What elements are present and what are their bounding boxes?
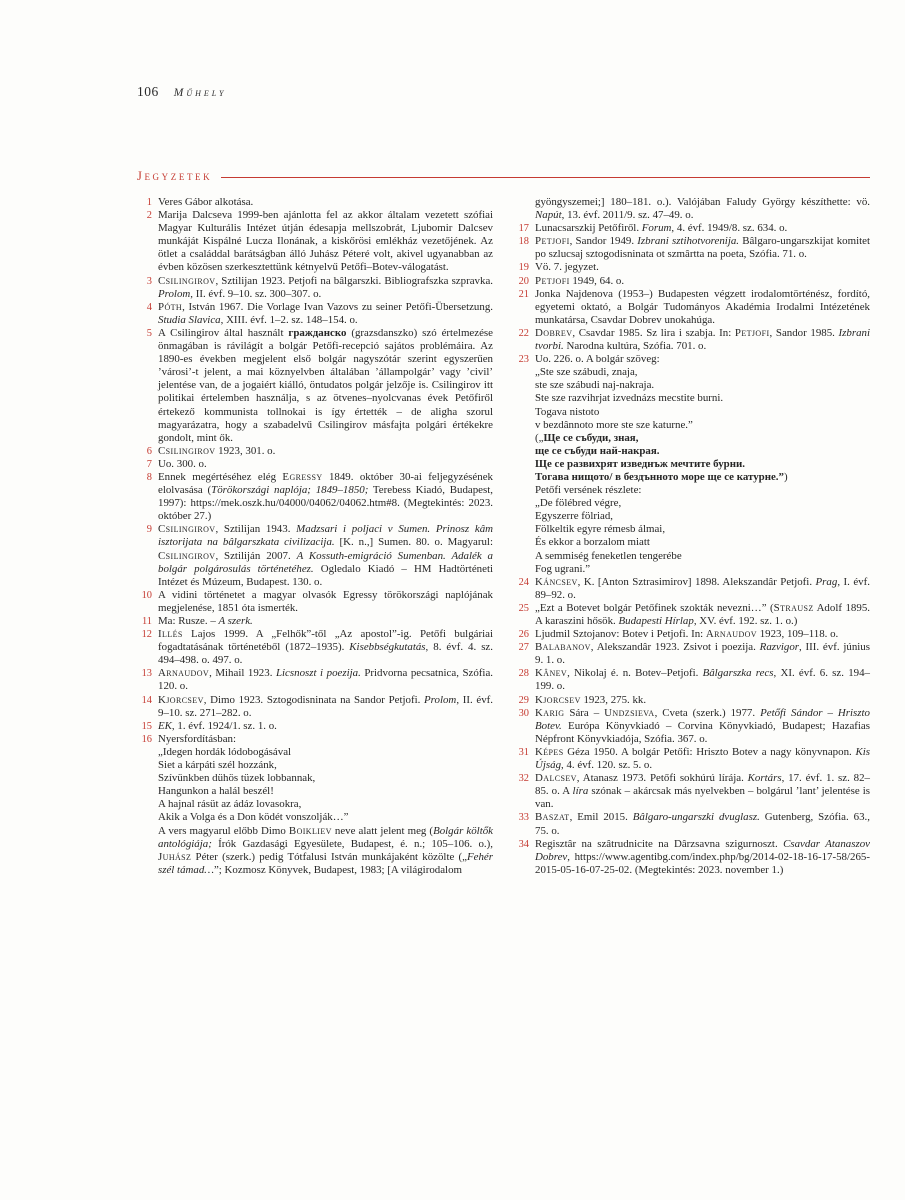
note-item: [514, 628, 870, 641]
note-item: [514, 353, 870, 576]
note-text: Képes Géza 1950. A bolgár Petőfi: Hriszto Botev a nagy könyvnapon. Kis Újság, 4. évf. 120. sz. 5. o.: [535, 745, 870, 772]
note-number: 13: [141, 668, 152, 680]
running-head-title: Műhely: [173, 87, 227, 99]
note-item: [514, 772, 870, 811]
note-item: [514, 222, 870, 235]
note-item: [137, 523, 493, 588]
page-number: 106: [137, 84, 159, 99]
note-text: Balabanov, Alekszandâr 1923. Zsivot i poezija. Razvigor, III. évf. június 9. 1. o.: [535, 641, 870, 667]
section-rule: [221, 177, 870, 178]
note-text: Kjorcsev 1923, 275. kk.: [535, 693, 647, 706]
note-number: 21: [518, 288, 529, 300]
note-text: Petjofi, Sandor 1949. Izbrani sztihotvorenija. Bâlgaro-ungarszkijat komitet po szlucsaj sztogodisninata ot szmârtta na poeta, Szófia. 71. o.: [535, 235, 870, 261]
notes-column-left: [137, 196, 493, 877]
note-item: [514, 288, 870, 327]
note-text: Csilingirov, Sztilijan 1943. Madzsari i poljaci v Sumen. Prinosz kâm isztorijata na bâlgarszkata civilizacija. [K. n.,] Sumen. 80. o. Magyarul: Csilingirov, Sztiliján 2007. A Kossuth-emigráció Sumenban. Adalék a bolgár polgárosulás történetéhez. Ogledalo Kiadó – HM Hadtörténeti Intézet és Múzeum, Budapest. 130. o.: [158, 523, 494, 588]
note-number: 30: [518, 707, 529, 719]
note-number: 7: [146, 458, 152, 470]
note-item: [137, 209, 493, 274]
note-item: [514, 707, 870, 746]
note-text: Illés Lajos 1999. A „Felhők”-től „Az apostol”-ig. Petőfi bulgáriai fogadtatásának történetéből (1872–1935). Kisebbségkutatás, 8. évf. 4. sz. 494–498. o. 497. o.: [158, 628, 493, 667]
note-number: 14: [141, 694, 152, 706]
note-item: [137, 327, 493, 445]
note-text: Kânev, Nikolaj é. n. Botev–Petjofi. Bâlgarszka recs, XI. évf. 6. sz. 194–199. o.: [535, 667, 870, 693]
note-text: Kjorcsev, Dimo 1923. Sztogodisninata na Sandor Petjofi. Prolom, II. évf. 9–10. sz. 271–282. o.: [158, 693, 494, 719]
note-text: EK, 1. évf. 1924/1. sz. 1. o.: [158, 719, 277, 732]
note-item: [514, 746, 870, 772]
note-item: [137, 733, 493, 877]
note-item: [514, 667, 870, 693]
note-item: [137, 301, 493, 327]
note-item: [137, 196, 493, 209]
note-text: Jonka Najdenova (1953–) Budapesten végzett irodalomtörténész, fordító, egyetemi oktató, a Bolgár Tudományos Akadémia Irodalmi Intézetének munkatársa, Csavdar Dobrev unokahúga.: [535, 287, 870, 326]
note-text: Veres Gábor alkotása.: [158, 196, 254, 208]
note-item: [514, 694, 870, 707]
note-item: [514, 235, 870, 261]
note-number: 19: [518, 262, 529, 274]
note-number: 28: [518, 668, 529, 680]
note-text: Ljudmil Sztojanov: Botev i Petjofi. In: Arnaudov 1923, 109–118. o.: [535, 628, 839, 641]
note-text: Dobrev, Csavdar 1985. Sz lira i szabja. In: Petjofi, Sandor 1985. Izbrani tvorbi. Narodna kultúra, Szófia. 701. o.: [535, 326, 871, 353]
note-number: 18: [518, 236, 529, 248]
note-text: Nyersfordításban: „Idegen hordák lódobogásával Siet a kárpáti szél hozzánk, Szívünkben dühös tüzek lobbannak, Hangunkon a halál beszél! A hajnal rásüt az ádáz lovasokra, Akik a Volga és a Don ködét vonszolják…” A vers magyarul előbb Dimo Boikliev neve alatt jelent meg (Bolgár költők antológiája; Írók Gazdasági Egyesülete, Budapest, é. n.; 105–106. o.), Juhász Péter (szerk.) pedig Tótfalusi István munkájaként közölte („Fehér szél támad…”; Kozmosz Könyvek, Budapest, 1983; [A világirodalom: [158, 732, 493, 876]
note-text: Ennek megértéséhez elég Egressy 1849. október 30-ai feljegyzésének elolvasása (Törökországi naplója; 1849–1850; Terebess Kiadó, Budapest, 1997): https://mek.oszk.hu/04000/04062/04062.htm#8. (Megtekintés: 2023. október 27.): [158, 470, 493, 523]
note-number: 34: [518, 838, 529, 850]
section-header: [137, 169, 870, 184]
note-text: Lunacsarszkij Petőfiről. Forum, 4. évf. 1949/8. sz. 634. o.: [535, 222, 788, 235]
note-number: 8: [146, 471, 152, 483]
note-number: 11: [141, 616, 152, 627]
note-text: Vö. 7. jegyzet.: [535, 261, 599, 274]
note-number: 10: [141, 589, 152, 601]
note-number: 29: [518, 694, 529, 706]
note-text: Marija Dalcseva 1999-ben ajánlotta fel az akkor általam vezetett szófiai Magyar Kulturális Intézet útján édesapja mellszobrát, Ljubomir Dalcsev munkáját Kispálné Lucza Ilonának, a kiskőrösi emlékház vezetőjének. Az ötlet a családdal barátságban álló Juhász Péteré volt, akivel ugyanabban az évben közösen szerkesztettünk kétnyelvű Petőfi–Botev-válogatást.: [158, 209, 493, 274]
note-item: [137, 458, 493, 471]
note-number: 16: [141, 733, 152, 745]
notes-column-right: [514, 196, 870, 877]
note-text: Ma: Rusze. – A szerk.: [158, 615, 253, 627]
note-item: [514, 275, 870, 288]
note-continuation: [514, 196, 870, 222]
note-number: 9: [146, 524, 152, 536]
note-text: Csilingirov, Sztilijan 1923. Petjofi na bâlgarszki. Bibliografszka szpravka. Prolom, II. évf. 9–10. sz. 300–307. o.: [158, 274, 493, 300]
note-item: [137, 471, 493, 523]
note-number: 3: [146, 275, 152, 287]
note-number: 15: [141, 720, 152, 732]
note-text: Regisztâr na szâtrudnicite na Dârzsavna szigurnoszt. Csavdar Atanaszov Dobrev, https://www.agentibg.com/index.php/bg/2014-02-18-16-17-58/265-2015-05-16-07-25-02. (Megtekintés: 2023. november 1.): [535, 837, 870, 876]
note-text: Csilingirov 1923, 301. o.: [158, 444, 276, 457]
notes-container: [137, 196, 870, 877]
note-text: Baszat, Emil 2015. Bâlgaro-ungarszki dvuglasz. Gutenberg, Szófia. 63., 75. o.: [535, 811, 870, 837]
note-number: 4: [146, 301, 152, 313]
note-item: [514, 602, 870, 628]
note-number: 27: [518, 642, 529, 654]
note-item: [137, 628, 493, 667]
note-number: 17: [518, 223, 529, 235]
note-number: 33: [518, 812, 529, 824]
note-item: [514, 641, 870, 667]
note-number: [514, 196, 529, 222]
note-number: 5: [146, 327, 152, 339]
note-number: 26: [518, 629, 529, 641]
note-text: Petjofi 1949, 64. o.: [535, 274, 625, 287]
note-item: [137, 445, 493, 458]
note-text: Uo. 300. o.: [158, 457, 207, 470]
note-item: [137, 667, 493, 693]
note-item: [137, 589, 493, 615]
note-number: 24: [518, 576, 529, 588]
note-text: gyöngyszemei;] 180–181. o.). Valójában Faludy György készíthette: vö. Napút, 13. évf. 2011/9. sz. 47–49. o.: [535, 196, 870, 222]
note-item: [514, 576, 870, 602]
note-number: 32: [518, 773, 529, 785]
note-text: Uo. 226. o. A bolgár szöveg: „Ste sze szábudi, znaja, ste sze szábudi naj-nakraja. Ste sze razvihrjat izvednázs mecstite burni. Togava nistoto v bezdânnoto more ste sze katurne.” („Ще се събуди, зная, ще се събуди най-накрая. Ще се развихрят изведнъж мечтите бурни. Тогава нищото/ в бездънното море ще се катурне.”) Petőfi versének részlete: „De fölébred végre, Egyszerre fölriad, Fölkeltik egyre rémesb álmai, És ekkor a borzalom miatt A semmiség feneketlen tengerébe Fog ugrani.”: [535, 353, 788, 575]
note-number: 20: [518, 275, 529, 287]
note-item: [137, 720, 493, 733]
note-text: Arnaudov, Mihail 1923. Licsnoszt i poezija. Pridvorna pecsatnica, Szófia. 120. o.: [158, 667, 493, 693]
note-item: [137, 615, 493, 628]
note-number: 2: [146, 210, 152, 222]
note-text: Póth, István 1967. Die Vorlage Ivan Vazovs zu seiner Petőfi-Übersetzung. Studia Slavica, XIII. évf. 1–2. sz. 148–154. o.: [158, 300, 493, 326]
note-text: Karig Sára – Undzsieva, Cveta (szerk.) 1977. Petőfi Sándor – Hriszto Botev. Európa Könyvkiadó – Corvina Könyvkiadó, Budapest; Hazafias Népfront Könyvkiadója, Szófia. 367. o.: [535, 706, 870, 745]
note-item: [137, 694, 493, 720]
note-number: 31: [518, 746, 529, 758]
note-number: 12: [141, 629, 152, 641]
note-item: [514, 327, 870, 353]
note-text: Káncsev, K. [Anton Sztrasimirov] 1898. Alekszandâr Petjofi. Prag, I. évf. 89–92. o.: [535, 575, 870, 601]
note-number: 6: [146, 445, 152, 457]
note-item: [514, 261, 870, 274]
note-number: 22: [518, 327, 529, 339]
running-header: [137, 84, 227, 100]
note-item: [137, 275, 493, 301]
note-text: „Ezt a Botevet bolgár Petőfinek szokták nevezni…” (Strausz Adolf 1895. A karaszini hősök. Budapesti Hírlap, XV. évf. 192. sz. 1. o.): [535, 601, 870, 627]
note-text: Dalcsev, Atanasz 1973. Petőfi sokhúrú lírája. Kortárs, 17. évf. 1. sz. 82–85. o. A líra szónak – akárcsak más nyelvekben – bolgárul ’lant’ jelentése is van.: [535, 772, 870, 811]
section-title: Jegyzetek: [137, 169, 213, 183]
note-text: A vidini történetet a magyar olvasók Egressy törökországi naplójának megjelenése, 1851 óta ismerték.: [158, 588, 493, 614]
note-number: 1: [146, 197, 152, 208]
note-number: 25: [518, 602, 529, 614]
note-item: [514, 838, 870, 877]
note-number: 23: [518, 354, 529, 366]
note-text: A Csilingirov által használt гражданско (grazsdanszko) szó értelmezése önmagában is rávilágít a bolgár Petőfi-recepció sajátos problémáira. Az 1890-es években megjelent első bolgár nagyszótár szerint egyszerűen ’városi’-t jelent, a mai köznyelvben általában ’állampolgár’ vagy ’civil’ jelentése van, de a jogaiért kiálló, öntudatos polgár jelzője is. Csilingirov itt politikai értelemben használja, s az ötvenes–nyolcvanas évek Petőfiről értekező kommunista tollnokai is így értették – de aligha szorul magyarázatra, hogy a szabadelvű Csilingirov másfajta polgári értékekre gondolt, mint ők.: [158, 326, 493, 444]
note-item: [514, 811, 870, 837]
